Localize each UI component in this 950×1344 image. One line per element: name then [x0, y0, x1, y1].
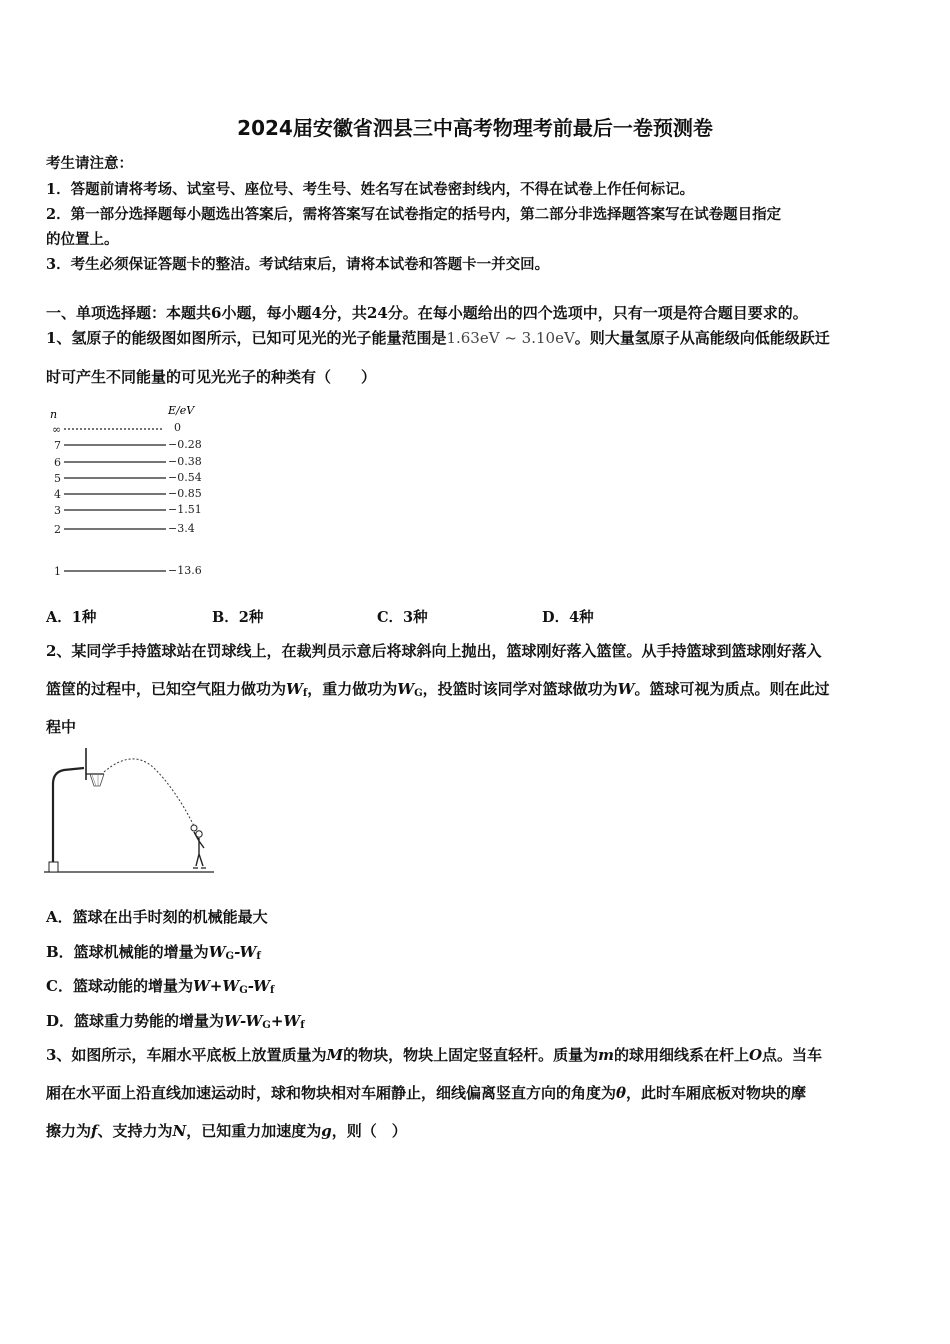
- level-n-1: 1: [54, 565, 61, 578]
- q2-wg-sub: G: [414, 688, 423, 699]
- notice-heading: 考生请注意：: [46, 155, 133, 172]
- section-heading: 一、单项选择题：本题共6小题，每小题4分，共24分。在每小题给出的四个选项中，只有一项是符合题目要求的。: [46, 304, 808, 322]
- q3-O: O: [748, 1046, 763, 1064]
- q1-line2: 时可产生不同能量的可见光光子的种类有（ ）: [46, 368, 377, 386]
- q2-option-d[interactable]: [46, 1010, 305, 1031]
- q2-w: W: [617, 680, 635, 698]
- notice-item-3: 3．考生必须保证答题卡的整洁。考试结束后，请将本试卷和答题卡一并交回。: [46, 256, 550, 273]
- ball: [191, 825, 197, 831]
- q2-option-b[interactable]: [46, 941, 261, 962]
- q3-M: M: [326, 1046, 344, 1064]
- level-n-6: 6: [54, 456, 61, 469]
- level-e-inf: 0: [174, 421, 181, 434]
- q2-text-b: ，重力做功为: [307, 680, 398, 698]
- level-n-3: 3: [54, 504, 61, 517]
- q2-wg: W: [397, 680, 415, 698]
- hoop-base: [49, 862, 58, 872]
- q2-wf: W: [286, 680, 303, 698]
- hoop-pole: [53, 768, 84, 862]
- q1-option-c[interactable]: C．3种: [377, 609, 428, 626]
- q2-option-b-text: B．篮球机械能的增量为: [46, 943, 209, 961]
- level-n-7: 7: [54, 439, 61, 452]
- q3-theta: θ: [616, 1084, 627, 1102]
- diagram-n-label: n: [50, 408, 58, 421]
- q3-text-c: 的球用细线系在杆上: [613, 1046, 749, 1064]
- q2-text-a: 篮筐的过程中，已知空气阻力做功为: [46, 680, 287, 698]
- q2-text-d: 。篮球可视为质点。则在此过: [634, 680, 830, 698]
- level-n-2: 2: [54, 523, 61, 536]
- notice-item-1: 1．答题前请将考场、试室号、座位号、考生号、姓名写在试卷密封线内，不得在试卷上作任何标记。: [46, 181, 695, 198]
- q2-option-b-sub1: G: [225, 951, 235, 962]
- q1-option-b[interactable]: B．2种: [212, 609, 264, 626]
- level-n-5: 5: [54, 472, 61, 485]
- q1-text-a: 1、氢原子的能级图如图所示，已知可见光的光子能量范围是: [46, 329, 447, 347]
- q2-option-d-sub2: f: [300, 1020, 305, 1031]
- q3-text-f: ，此时车厢底板对物块的摩: [626, 1084, 807, 1102]
- q1-options: [46, 606, 646, 626]
- q3-line1: [46, 1044, 822, 1065]
- basketball-figure: [44, 744, 224, 878]
- q3-line2: [46, 1082, 806, 1103]
- q3-f: f: [91, 1122, 98, 1140]
- level-e-1: −13.6: [168, 564, 202, 577]
- q3-text-e: 厢在水平面上沿直线加速运动时，球和物块相对车厢静止，细线偏离竖直方向的角度为: [46, 1084, 617, 1102]
- q2-option-d-mid: +W: [270, 1012, 301, 1030]
- energy-level-diagram: [44, 402, 224, 584]
- q3-text-h: 、支持力为: [97, 1122, 173, 1140]
- notice-item-2-cont: 的位置上。: [46, 231, 119, 248]
- q3-m: m: [598, 1046, 614, 1064]
- q2-option-c-text: C．篮球动能的增量为: [46, 977, 193, 995]
- q2-option-b-mid: -W: [234, 943, 257, 961]
- q2-option-b-expr: W: [208, 943, 226, 961]
- q2-line2: [46, 678, 830, 699]
- q2-option-c-sub2: f: [270, 985, 275, 996]
- q2-option-d-sub1: G: [262, 1020, 271, 1031]
- level-e-3: −1.51: [168, 503, 202, 516]
- q2-line1: 2、某同学手持篮球站在罚球线上，在裁判员示意后将球斜向上抛出，篮球刚好落入篮筐。从手持篮球到篮球刚好落入: [46, 642, 822, 660]
- level-n-inf: ∞: [52, 423, 62, 436]
- level-e-7: −0.28: [168, 438, 202, 451]
- level-e-5: −0.54: [168, 471, 202, 484]
- level-e-6: −0.38: [168, 455, 202, 468]
- q3-N: N: [172, 1122, 187, 1140]
- q1-option-d[interactable]: D．4种: [542, 609, 594, 626]
- level-e-2: −3.4: [168, 522, 195, 535]
- q2-option-d-expr: W-W: [224, 1012, 263, 1030]
- q3-g: g: [321, 1122, 332, 1140]
- q1-energy-range: 1.63eV ~ 3.10eV: [446, 329, 575, 347]
- q2-option-b-sub2: f: [256, 951, 261, 962]
- q2-option-c-expr: W+W: [192, 977, 240, 995]
- q2-line3: 程中: [46, 718, 77, 736]
- q3-text-d: 点。当车: [762, 1046, 823, 1064]
- q3-text-g: 擦力为: [46, 1122, 92, 1140]
- q2-text-c: ，投篮时该同学对篮球做功为: [422, 680, 618, 698]
- diagram-e-label: E/eV: [168, 404, 195, 417]
- q2-option-d-text: D．篮球重力势能的增量为: [46, 1012, 225, 1030]
- q1-option-a[interactable]: A．1种: [46, 609, 97, 626]
- q3-text-a: 3、如图所示，车厢水平底板上放置质量为: [46, 1046, 327, 1064]
- q3-text-i: ，已知重力加速度为: [186, 1122, 322, 1140]
- q3-text-j: ，则（ ）: [331, 1122, 407, 1140]
- level-e-4: −0.85: [168, 487, 202, 500]
- q2-wf-sub: f: [302, 688, 308, 699]
- q2-option-c-sub1: G: [239, 985, 248, 996]
- q3-line3: [46, 1120, 407, 1141]
- q2-option-c[interactable]: [46, 975, 274, 996]
- q1-text-b: 。则大量氢原子从高能级向低能级跃迁: [574, 329, 830, 347]
- page-title: 2024届安徽省泗县三中高考物理考前最后一卷预测卷: [237, 116, 713, 140]
- notice-item-2: 2．第一部分选择题每小题选出答案后，需将答案写在试卷指定的括号内，第二部分非选择题答案写在试卷题目指定: [46, 206, 782, 223]
- q2-option-a[interactable]: A．篮球在出手时刻的机械能最大: [46, 908, 268, 926]
- ball-trajectory: [104, 759, 194, 826]
- q2-option-c-mid: -W: [247, 977, 271, 995]
- q1-line1: [46, 327, 830, 348]
- level-n-4: 4: [54, 488, 61, 501]
- q3-text-b: 的物块，物块上固定竖直轻杆。质量为: [343, 1046, 599, 1064]
